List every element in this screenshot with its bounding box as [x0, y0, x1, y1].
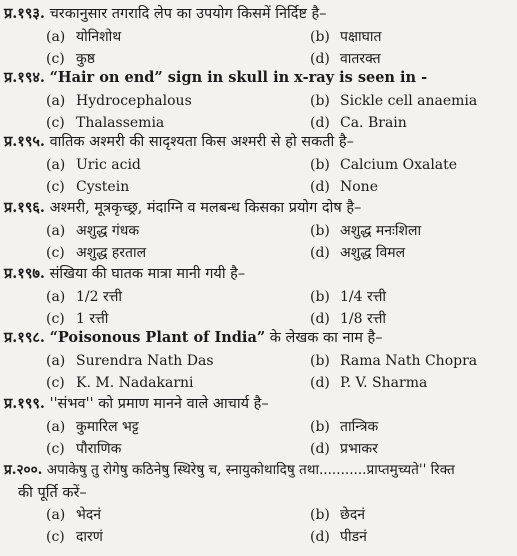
- question-text: “Hair on end” sign in skull in x-ray is seen in -: [49, 69, 428, 86]
- question-number: प्र.१९४.: [4, 69, 45, 86]
- question-194-stem: [0, 66, 517, 90]
- option-b: (b) छेदनं: [310, 507, 366, 523]
- question-text-suffix: के लेखक का नाम है–: [265, 330, 383, 346]
- question-text: “Poisonous Plant of India”: [49, 329, 266, 346]
- option-b: (b) पक्षाघात: [310, 29, 382, 45]
- question-198: [0, 326, 517, 394]
- question-200-stem: [0, 458, 517, 482]
- option-d: (d) 1/8 रत्ती: [310, 311, 387, 327]
- question-text: अपाकेषु तु रोगेषु कठिनेषु स्थिरेषु च, स्नायुकोथादिषु तथा...........प्राप्तमुच्यते'' रिक्त: [46, 462, 455, 478]
- option-b: (b) Calcium Oxalate: [310, 157, 458, 173]
- question-195: [0, 130, 517, 198]
- option-c: (c) पौराणिक: [46, 441, 122, 457]
- question-text: ''संभव'' को प्रमाण मानने वाले आचार्य है–: [49, 396, 269, 412]
- question-number: प्र.१९५.: [4, 133, 45, 150]
- option-a: (a) 1/2 रत्ती: [46, 289, 123, 305]
- question-number: प्र.१९७.: [4, 265, 45, 282]
- question-200: [0, 458, 517, 548]
- question-194: [0, 66, 517, 134]
- option-d: (d) वातरक्त: [310, 51, 381, 67]
- option-c: (c) 1 रत्ती: [46, 311, 109, 327]
- option-d: (d) P. V. Sharma: [310, 375, 428, 391]
- option-d: (d) Ca. Brain: [310, 115, 407, 131]
- option-a: (a) योनिशोथ: [46, 29, 122, 45]
- question-199-stem: [0, 392, 517, 416]
- option-a: (a) भेदनं: [46, 507, 102, 523]
- question-197-stem: [0, 262, 517, 286]
- question-text: संखिया की घातक मात्रा मानी गयी है–: [49, 266, 246, 282]
- option-c: (c) Thalassemia: [46, 115, 165, 131]
- option-d: (d) None: [310, 179, 378, 195]
- question-number: प्र.२००.: [4, 462, 43, 478]
- option-a: (a) Uric acid: [46, 157, 141, 173]
- question-193: [0, 2, 517, 70]
- option-b: (b) 1/4 रत्ती: [310, 289, 387, 305]
- question-199: [0, 392, 517, 460]
- option-c: (c) अशुद्ध हरताल: [46, 245, 147, 261]
- option-b: (b) तान्त्रिक: [310, 419, 379, 435]
- option-d: (d) अशुद्ध विमल: [310, 245, 406, 261]
- option-b: (b) Rama Nath Chopra: [310, 353, 478, 369]
- option-c: (c) K. M. Nadakarni: [46, 375, 194, 391]
- question-196-stem: [0, 196, 517, 220]
- question-193-stem: [0, 2, 517, 26]
- question-195-stem: [0, 130, 517, 154]
- option-a: (a) Hydrocephalous: [46, 93, 192, 109]
- question-number: प्र.१९९.: [4, 395, 45, 412]
- option-a: (a) अशुद्ध गंधक: [46, 223, 140, 239]
- question-196: [0, 196, 517, 264]
- question-text: चरकानुसार तगरादि लेप का उपयोग किसमें निर्दिष्ट है–: [49, 6, 327, 22]
- question-text: वातिक अश्मरी की सादृश्यता किस अश्मरी से हो सकती है–: [49, 134, 354, 150]
- question-number: प्र.१९८.: [4, 329, 45, 346]
- option-b: (b) Sickle cell anaemia: [310, 93, 478, 109]
- option-c: (c) Cystein: [46, 179, 130, 195]
- option-a: (a) Surendra Nath Das: [46, 353, 214, 369]
- option-c: (c) कुष्ठ: [46, 51, 95, 67]
- question-number: प्र.१९३.: [4, 5, 45, 22]
- question-198-stem: [0, 326, 517, 350]
- option-a: (a) कुमारिल भट्ट: [46, 419, 139, 435]
- option-b: (b) अशुद्ध मनःशिला: [310, 223, 422, 239]
- option-d: (d) प्रभाकर: [310, 441, 378, 457]
- option-c: (c) दारणं: [46, 529, 103, 545]
- question-number: प्र.१९६.: [4, 199, 45, 216]
- question-197: [0, 262, 517, 330]
- option-d: (d) पीडनं: [310, 529, 367, 545]
- question-200-stem-line2: की पूर्ति करें–: [18, 485, 87, 501]
- question-text: अश्मरी, मूत्रकृच्छ्र, मंदाग्नि व मलबन्ध किसका प्रयोग दोष है–: [49, 200, 362, 216]
